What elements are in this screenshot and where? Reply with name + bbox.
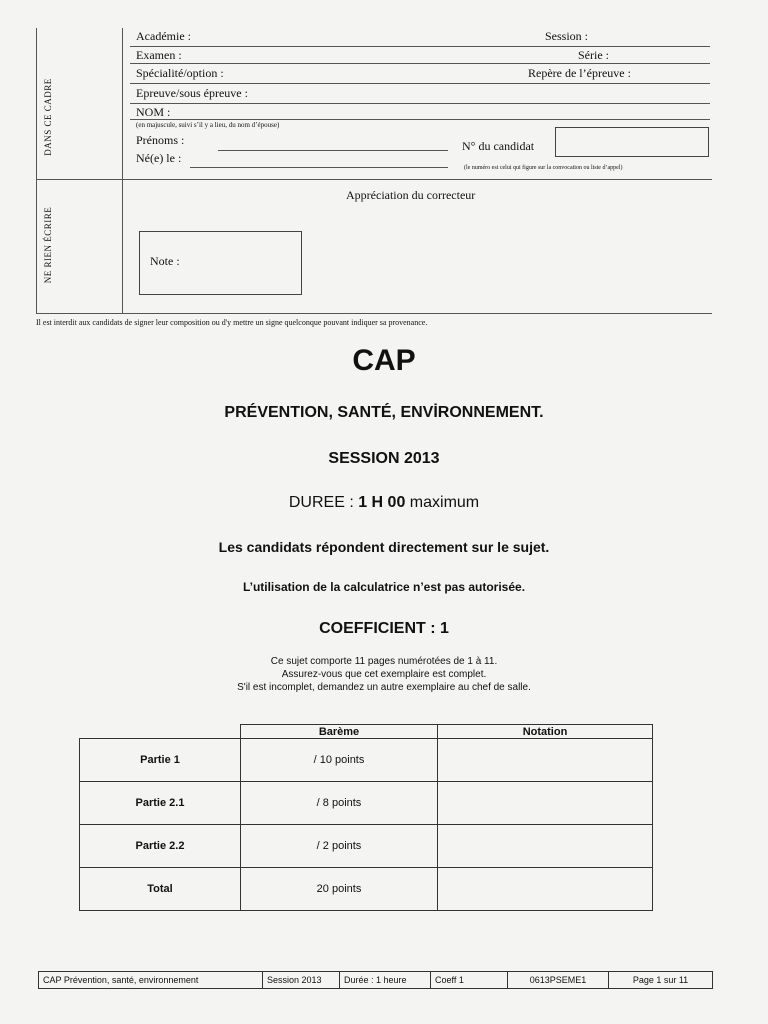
instruction-text: Les candidats répondent directement sur le sujet. [218, 539, 550, 555]
duree-suffix: maximum [405, 494, 480, 511]
table-row [80, 782, 653, 825]
nom-note: (en majuscule, suivi s’il y a lieu, du nom d’épouse) [136, 121, 280, 129]
examen-label: Examen : [136, 48, 182, 62]
cap-title: CAP [352, 344, 416, 377]
footer-duree: Durée : 1 heure [340, 972, 431, 989]
session-label: Session : [545, 29, 589, 43]
pages-line-1: Ce sujet comporte 11 pages numérotées de 1 à 11. [270, 656, 498, 667]
duree-title [0, 494, 768, 512]
nom-label: NOM : [136, 105, 171, 119]
academie-label: Académie : [136, 29, 191, 43]
side-label-top: DANS CE CADRE [43, 78, 53, 156]
footer-session: Session 2013 [263, 972, 340, 989]
table-row [80, 739, 653, 782]
notation-cell[interactable] [438, 825, 653, 868]
session-title: SESSION 2013 [328, 450, 440, 467]
calculatrice-text: L’utilisation de la calculatrice n’est pas autorisée. [242, 580, 526, 594]
footer-table [38, 971, 713, 989]
epreuve-label: Epreuve/sous épreuve : [136, 86, 248, 100]
appreciation-label: Appréciation du correcteur [346, 188, 476, 202]
partie-cell: Partie 2.1 [80, 782, 241, 825]
partie-cell: Partie 2.2 [80, 825, 241, 868]
footer-subject: CAP Prévention, santé, environnement [39, 972, 263, 989]
footer-coeff: Coeff 1 [431, 972, 508, 989]
side-label-bottom: NE RIEN ÉCRIRE [43, 206, 53, 284]
numero-note: (le numéro est celui qui figure sur la convocation ou liste d’appel) [464, 165, 623, 171]
points-cell: / 2 points [241, 825, 438, 868]
pages-line-3: S'il est incomplet, demandez un autre exemplaire au chef de salle. [237, 682, 531, 693]
duree-value: 1 H 00 [358, 494, 406, 511]
table-header-row [80, 725, 653, 739]
note-box [139, 231, 302, 295]
points-cell: 20 points [241, 868, 438, 911]
partie-cell: Total [80, 868, 241, 911]
notation-cell[interactable] [438, 739, 653, 782]
header-cell-bareme: Barème [241, 725, 438, 739]
bareme-table [79, 724, 653, 911]
duree-label: DUREE : [288, 494, 359, 511]
prenoms-label: Prénoms : [136, 133, 185, 147]
header-cell-notation: Notation [438, 725, 653, 739]
specialite-label: Spécialité/option : [136, 66, 224, 80]
table-row [80, 868, 653, 911]
pages-line-2: Assurez-vous que cet exemplaire est complet. [281, 669, 487, 680]
ne-le-label: Né(e) le : [136, 151, 182, 165]
partie-cell: Partie 1 [80, 739, 241, 782]
numero-candidat-label: N° du candidat [462, 139, 535, 153]
numero-candidat-box [555, 127, 709, 157]
points-cell: / 10 points [241, 739, 438, 782]
subject-title: PRÉVENTION, SANTÉ, ENVİRONNEMENT. [224, 404, 544, 421]
header-cell-empty [80, 725, 241, 739]
points-cell: / 8 points [241, 782, 438, 825]
footer-code: 0613PSEME1 [508, 972, 609, 989]
interdit-notice: Il est interdit aux candidats de signer leur composition ou d'y mettre un signe quelconque pouvant indiquer sa provenance. [36, 318, 428, 327]
note-label: Note : [150, 254, 180, 268]
coefficient-text: COEFFICIENT : 1 [319, 620, 449, 637]
notation-cell[interactable] [438, 868, 653, 911]
table-row [80, 825, 653, 868]
footer-page: Page 1 sur 11 [609, 972, 713, 989]
notation-cell[interactable] [438, 782, 653, 825]
serie-label: Série : [578, 48, 609, 62]
repere-label: Repère de l’épreuve : [528, 66, 631, 80]
